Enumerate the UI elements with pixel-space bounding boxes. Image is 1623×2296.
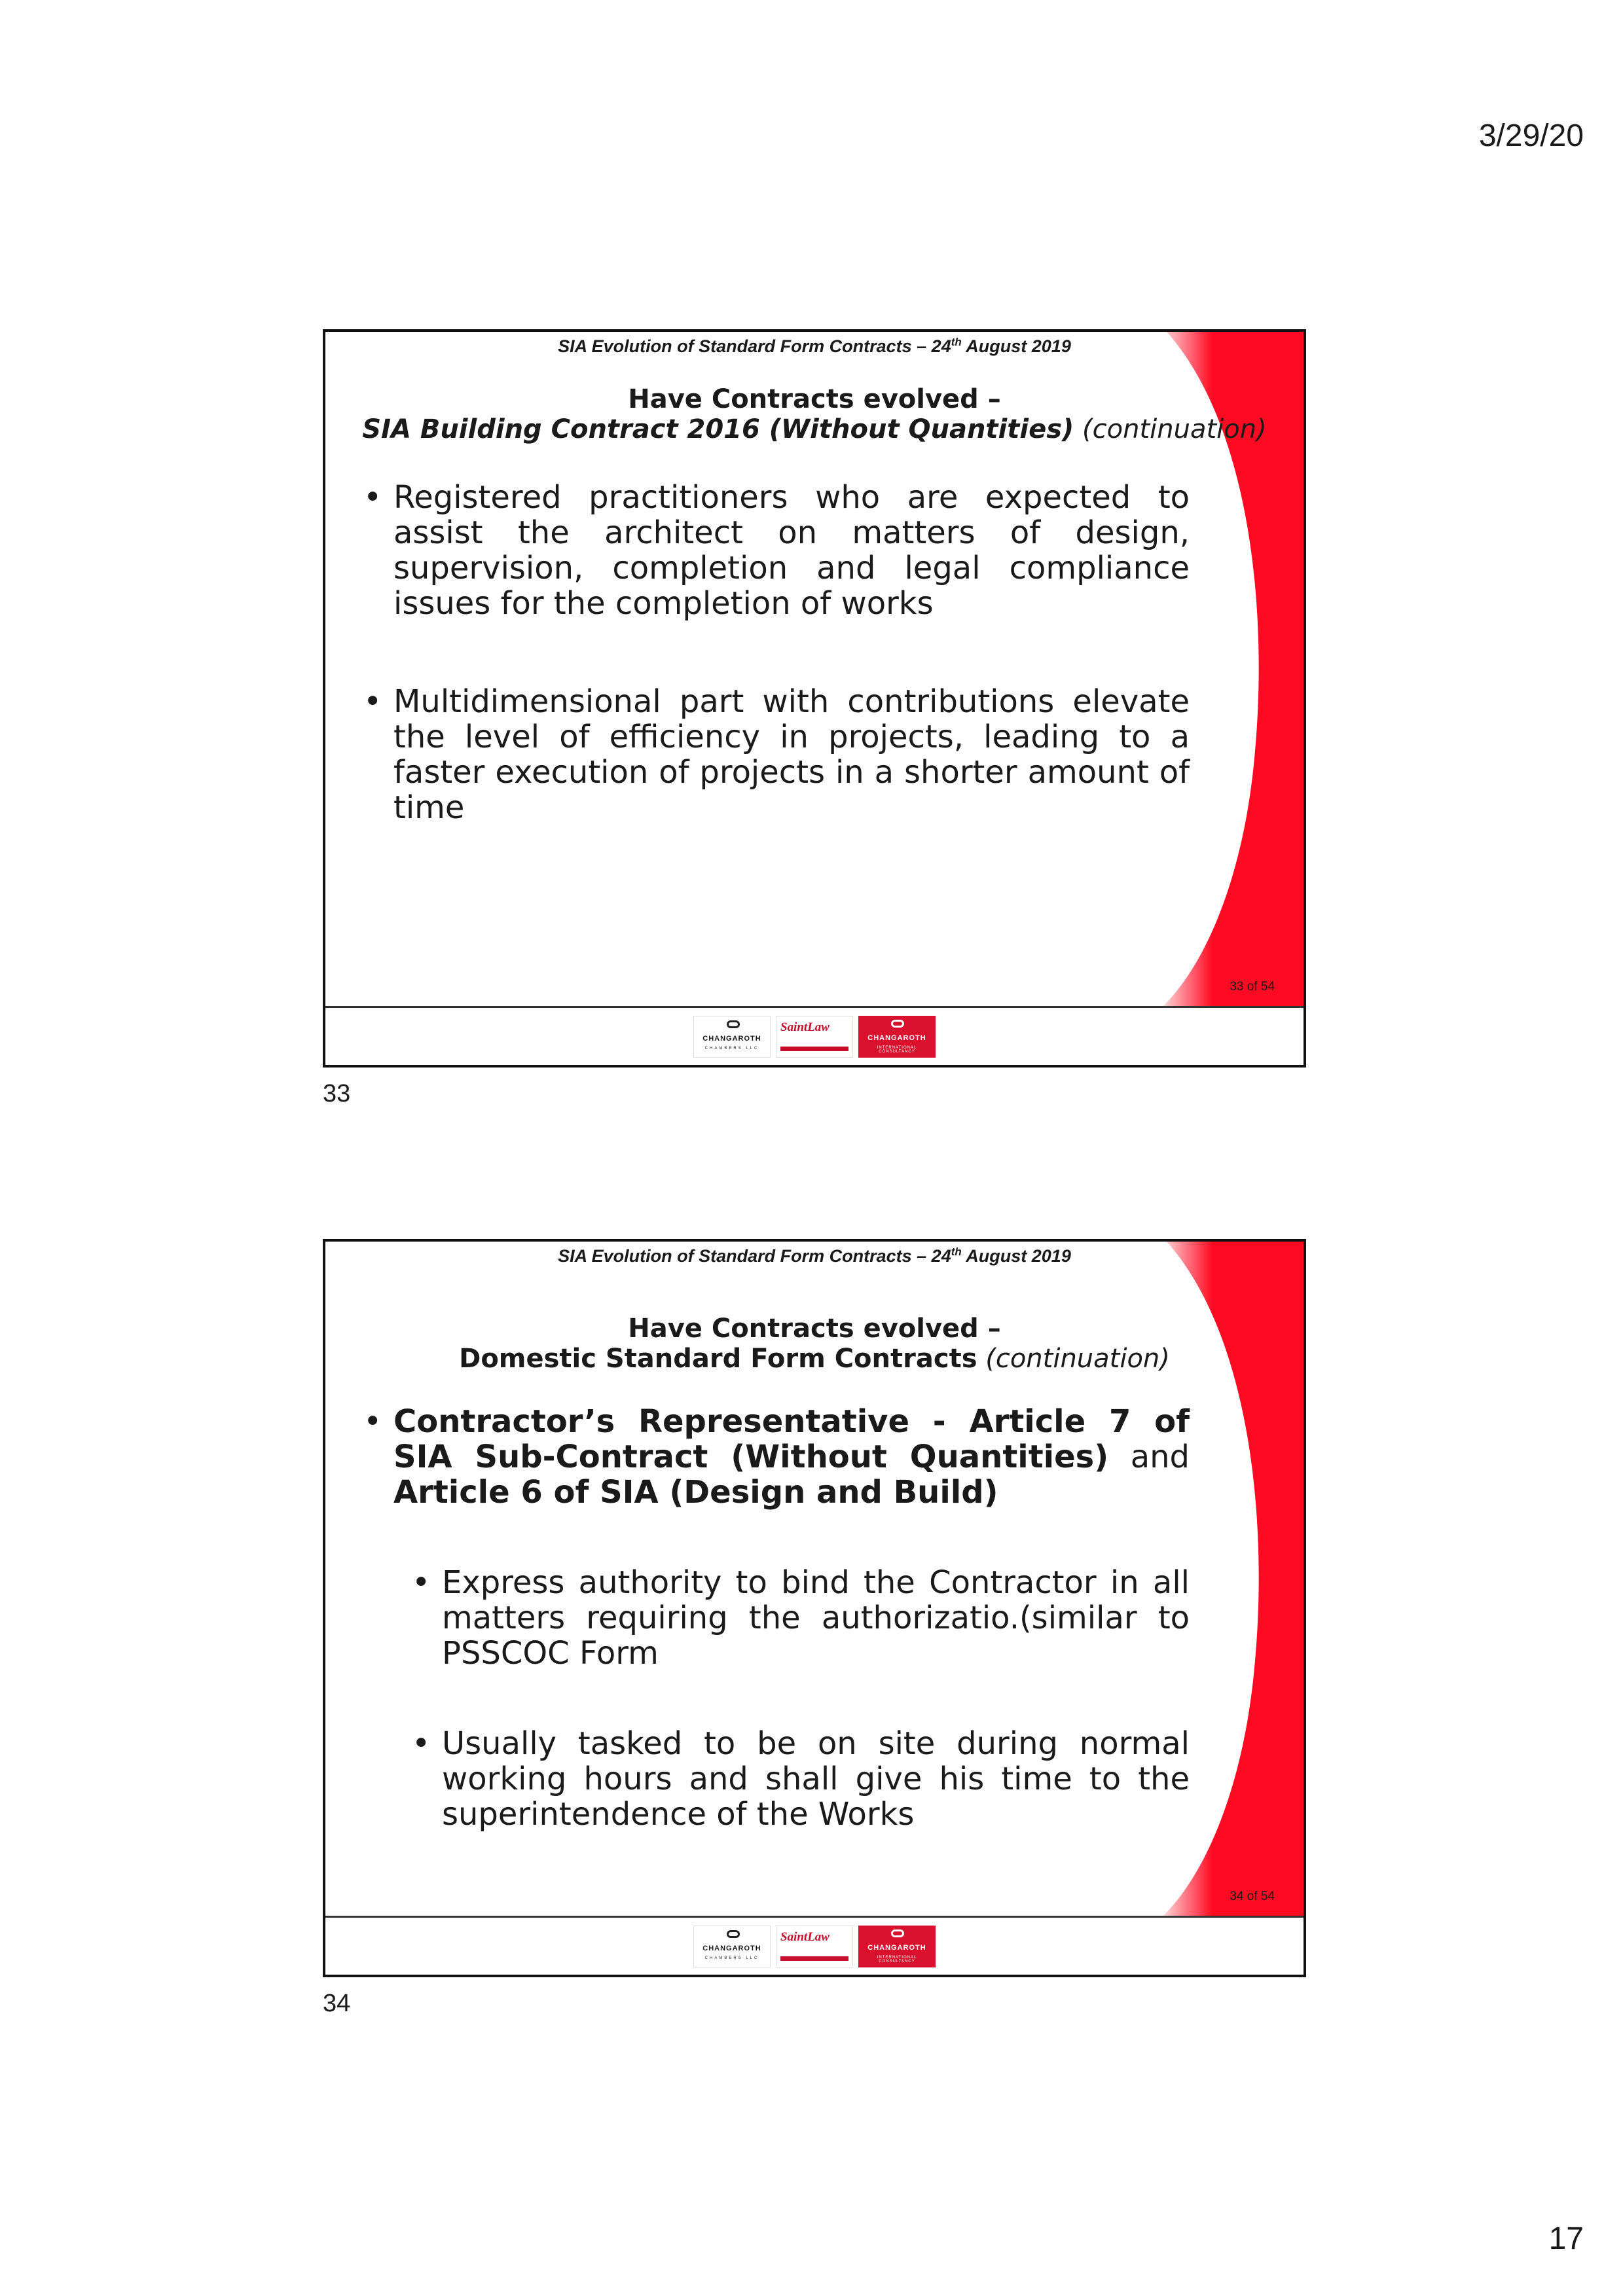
title-line-1: Have Contracts evolved – [628,384,1001,414]
sub-bullet-item: • Express authority to bind the Contractor in all matters requiring the authorizatio.(similar to PSSCOC Form [412,1564,1190,1672]
slide-footer [325,1008,1304,1065]
saintlaw-logo: SaintLaw [776,1016,853,1058]
sub-bullet-item: • Usually tasked to be on site during normal working hours and shall give his time to the superintendence of the Works [412,1725,1190,1833]
bullet-item: • Registered practitioners who are expected to assist the architect on matters of design, supervision, completion and legal compliance issues for the completion of works [363,479,1190,622]
title-line-1: Have Contracts evolved – [628,1314,1001,1344]
slide-34 [323,1239,1306,1977]
logo-row [325,1926,1304,1967]
bullet-list [363,1404,1190,1832]
slide-header: SIA Evolution of Standard Form Contracts – 24th August 2019 [558,336,1071,356]
changaroth-chambers-logo: CHANGAROTH CHAMBERS LLC [693,1926,771,1967]
logo-row [325,1016,1304,1058]
slide-header: SIA Evolution of Standard Form Contracts – 24th August 2019 [558,1246,1071,1266]
changaroth-international-logo: CHANGAROTH INTERNATIONAL CONSULTANCY [858,1016,936,1058]
bullet-list [363,480,1190,825]
slide-33 [323,329,1306,1067]
page-number: 17 [1548,2221,1584,2256]
slide-footer [325,1918,1304,1975]
bullet-item: • Multidimensional part with contributions elevate the level of efficiency in projects, leading to a faster execution of projects in a shorter amount of time [363,683,1190,826]
slide-number-label: 34 [323,1990,351,2017]
slide-counter: 33 of 54 [1230,980,1275,994]
slide-counter: 34 of 54 [1230,1890,1275,1903]
saintlaw-logo: SaintLaw [776,1926,853,1967]
changaroth-international-logo: CHANGAROTH INTERNATIONAL CONSULTANCY [858,1926,936,1967]
slide-title [325,1314,1304,1374]
title-line-2: Domestic Standard Form Contracts (continuation) [459,1344,1170,1374]
bullet-item: • Contractor’s Representative - Article 7 of SIA Sub-Contract (Without Quantities) and Article 6 of SIA (Design and Build) [363,1403,1190,1511]
page-date: 3/29/20 [1478,118,1584,153]
slide-title [325,384,1304,444]
changaroth-chambers-logo: CHANGAROTH CHAMBERS LLC [693,1016,771,1058]
slide-number-label: 33 [323,1080,351,1107]
title-line-2: SIA Building Contract 2016 (Without Quantities) (continuation) [362,414,1267,444]
